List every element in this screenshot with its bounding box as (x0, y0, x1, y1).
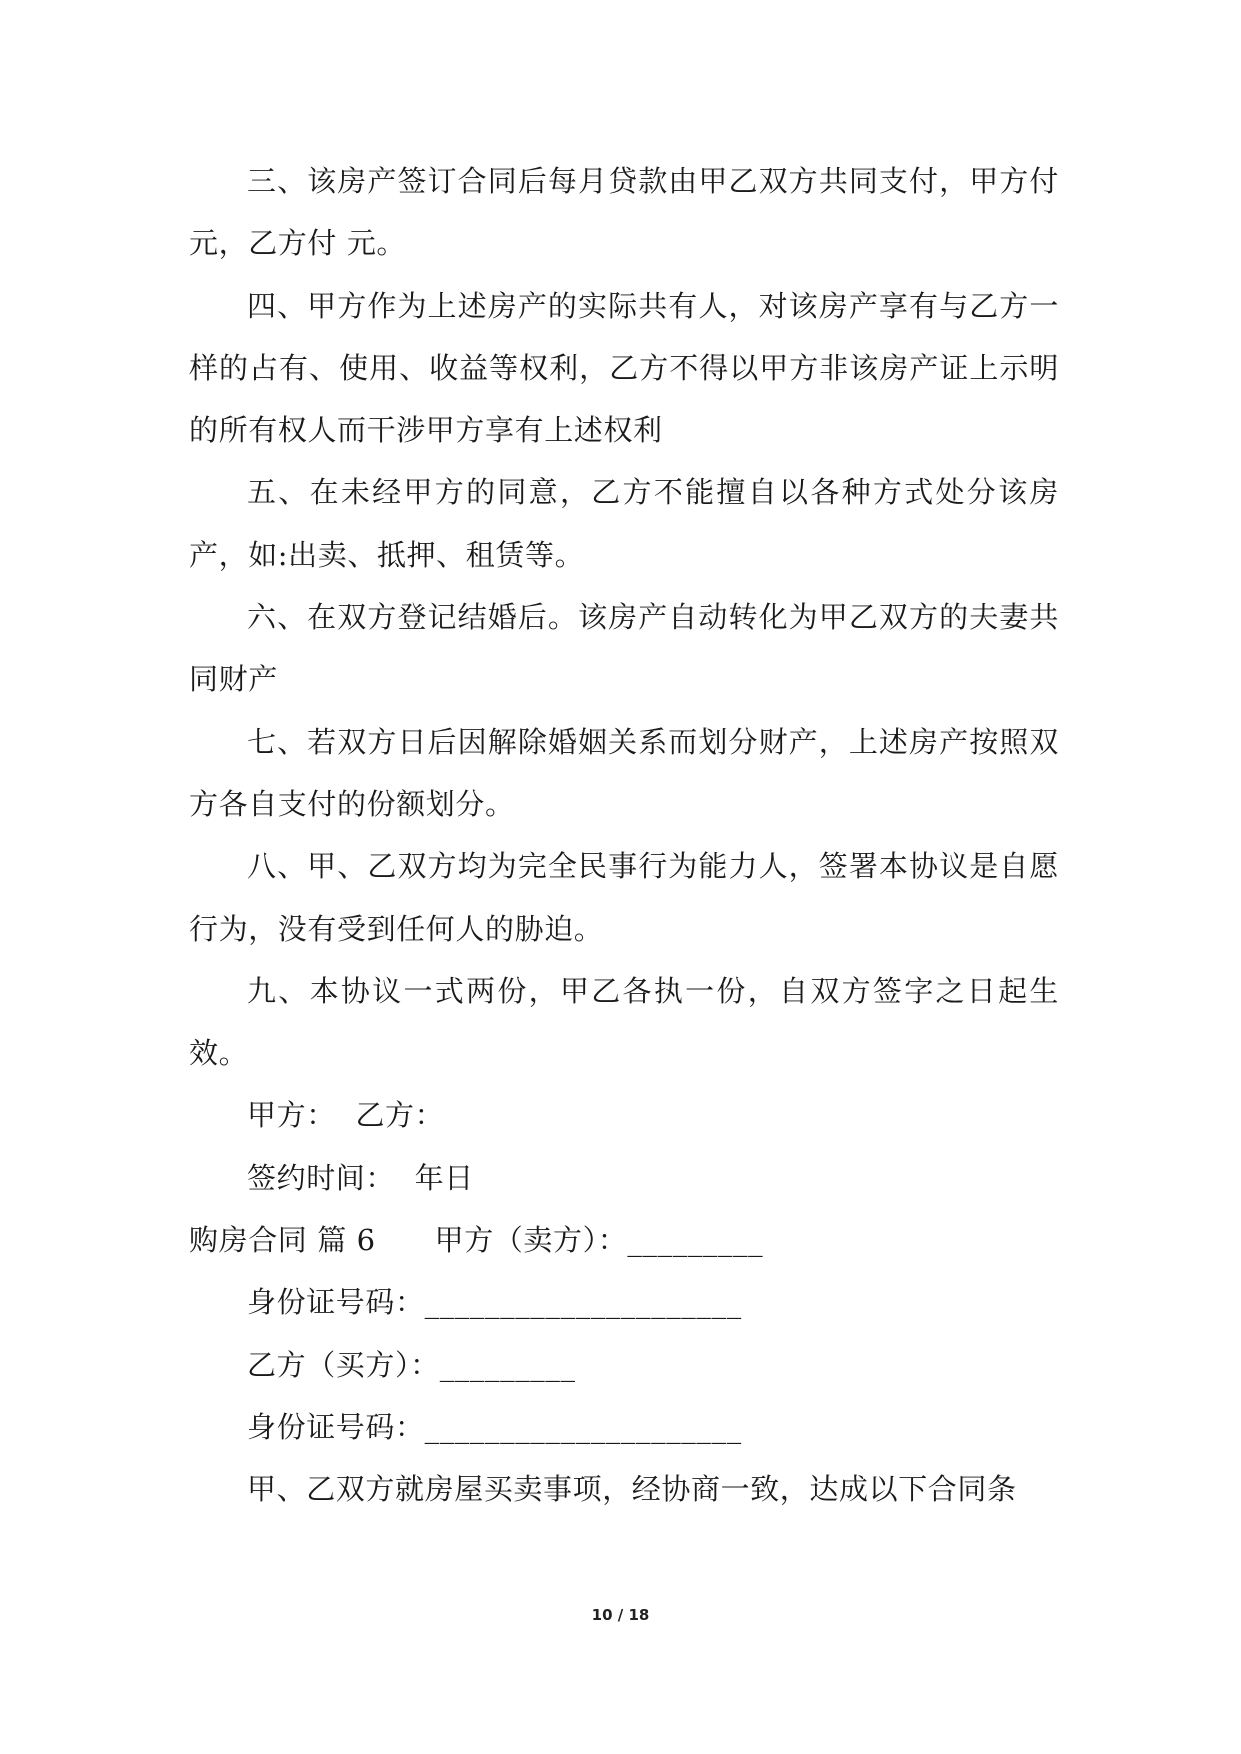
clause-8-text: 八、甲、乙双方均为完全民事行为能力人，签署本协议是自愿行为，没有受到任何人的胁迫。 (189, 849, 1059, 946)
clause-9 (189, 960, 1059, 1085)
buyer-id-blank: _____________________ (424, 1409, 742, 1444)
clause-4-text: 四、甲方作为上述房产的实际共有人，对该房产享有与乙方一样的占有、使用、收益等权利，乙方不得以甲方非该房产证上示明的所有权人而干涉甲方享有上述权利 (189, 288, 1059, 448)
clause-6-text: 六、在双方登记结婚后。该房产自动转化为甲乙双方的夫妻共同财产 (189, 600, 1059, 697)
signing-date-value: 年日 (414, 1160, 474, 1195)
clause-7 (189, 711, 1059, 836)
clause-4 (189, 275, 1059, 462)
contract-6-intro-text: 甲、乙双方就房屋买卖事项，经协商一致，达成以下合同条 (247, 1472, 1017, 1507)
contract-6-heading-line (189, 1209, 1059, 1271)
contract-6-heading: 购房合同 篇 6 (189, 1223, 376, 1258)
clause-8 (189, 835, 1059, 960)
seller-name-blank: _________ (627, 1223, 764, 1258)
buyer-id-line (189, 1396, 1059, 1458)
page-number: 10 / 18 (591, 1606, 650, 1624)
clause-3-text: 三、该房产签订合同后每月贷款由甲乙双方共同支付，甲方付 元，乙方付 元。 (189, 164, 1059, 261)
document-body (189, 150, 1059, 1521)
party-b-signature-label: 乙方： (355, 1098, 445, 1133)
buyer-name-blank: _________ (439, 1347, 576, 1382)
signature-parties-line (189, 1084, 1059, 1146)
contract-6-intro (189, 1458, 1059, 1520)
buyer-label: 乙方（买方）： (247, 1347, 440, 1382)
buyer-line (189, 1334, 1059, 1396)
clause-5-text: 五、在未经甲方的同意，乙方不能擅自以各种方式处分该房产，如:出卖、抵押、租赁等。 (189, 475, 1059, 572)
seller-id-line (189, 1271, 1059, 1333)
signing-date-line (189, 1147, 1059, 1209)
seller-id-label: 身份证号码： (247, 1285, 425, 1320)
clause-6 (189, 586, 1059, 711)
clause-5 (189, 461, 1059, 586)
buyer-id-label: 身份证号码： (247, 1409, 425, 1444)
signing-date-label: 签约时间： (247, 1160, 396, 1195)
seller-id-blank: _____________________ (424, 1285, 742, 1320)
clause-7-text: 七、若双方日后因解除婚姻关系而划分财产，上述房产按照双方各自支付的份额划分。 (189, 724, 1059, 821)
party-a-signature-label: 甲方： (247, 1098, 336, 1133)
clause-9-text: 九、本协议一式两份，甲乙各执一份，自双方签字之日起生效。 (189, 973, 1059, 1071)
clause-3 (189, 150, 1059, 275)
seller-label: 甲方（卖方）： (434, 1223, 628, 1258)
